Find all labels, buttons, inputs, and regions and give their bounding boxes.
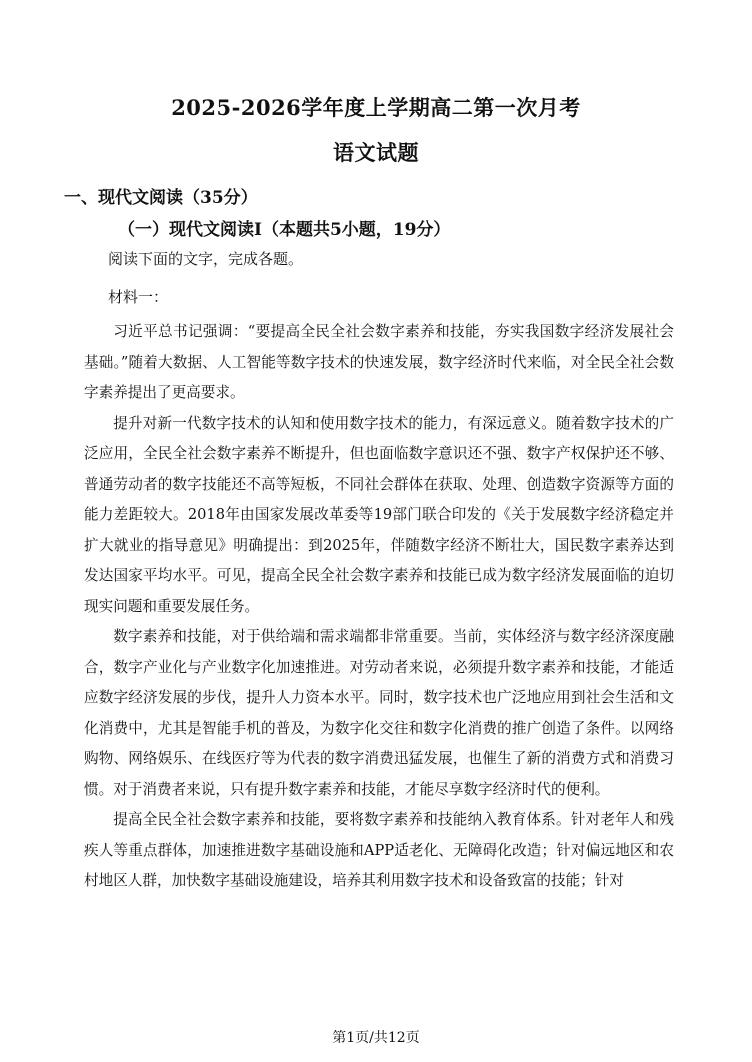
paragraph-2: 提升对新一代数字技术的认知和使用数字技术的能力，有深远意义。随着数字技术的广泛应用，全民全社会数字素养不断提升，但也面临数字意识还不强、数字产权保护还不够、普通劳动者的数字技能还不高等短板，不同社会群体在获取、处理、创造数字资源等方面的能力差距较大。2018年由国家发展改革委等19部门联合印发的《关于发展数字经济稳定并扩大就业的指导意见》明确提出：到2025年，伴随数字经济不断壮大，国民数字素养达到发达国家平均水平。可见，提高全民全社会数字素养和技能已成为数字经济发展面临的迫切现实问题和重要发展任务。 [84,414,674,615]
paragraph-1: 习近平总书记强调：“要提高全民全社会数字素养和技能，夯实我国数字经济发展社会基础。”随着大数据、人工智能等数字技术的快速发展，数字经济时代来临，对全民全社会数字素养提出了更高要求。 [84,323,674,401]
material-label: 材料一： [108,288,169,306]
section-heading: 一、现代文阅读（35分） [64,188,258,208]
subsection-heading: （一）现代文阅读Ⅰ（本题共5小题，19分） [118,220,451,240]
paragraph-3: 数字素养和技能，对于供给端和需求端都非常重要。当前，实体经济与数字经济深度融合，数字产业化与产业数字化加速推进。对劳动者来说，必须提升数字素养和技能，才能适应数字经济发展的步伐，提升人力资本水平。同时，数字技术也广泛地应用到社会生活和文化消费中，尤其是智能手机的普及，为数字化交往和数字化消费的推广创造了条件。以网络购物、网络娱乐、在线医疗等为代表的数字消费迅猛发展，也催生了新的消费方式和消费习惯。对于消费者来说，只有提升数字素养和技能，才能尽享数字经济时代的便利。 [84,628,674,798]
paragraph-4: 提高全民全社会数字素养和技能，要将数字素养和技能纳入教育体系。针对老年人和残疾人等重点群体，加速推进数字基础设施和APP适老化、无障碍化改造；针对偏远地区和农村地区人群，加快数字基础设施建设，培养其利用数字技术和设备致富的技能；针对 [84,811,674,889]
reading-instruction: 阅读下面的文字，完成各题。 [108,250,304,268]
article-body [84,317,674,897]
subject-title: 语文试题 [333,140,419,165]
exam-title: 2025-2026学年度上学期高二第一次月考 [171,95,581,120]
page-indicator: 第1页/共12页 [332,1030,420,1046]
